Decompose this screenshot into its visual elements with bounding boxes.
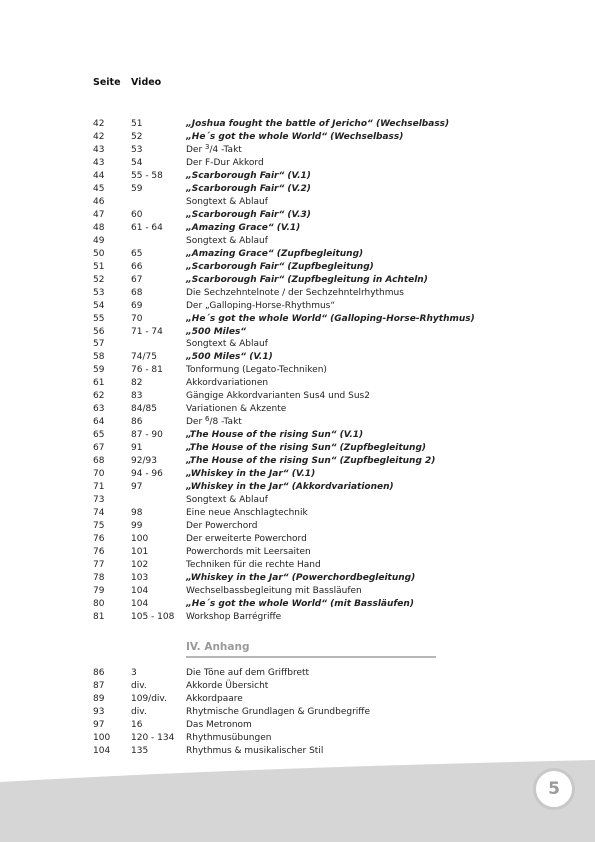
entry-video: 98 [131, 508, 143, 519]
entry-video: 100 [131, 534, 149, 544]
toc-entry[interactable] [0, 442, 595, 455]
entry-page: 54 [93, 300, 105, 311]
entry-page: 74 [93, 508, 105, 519]
entry-video: 52 [131, 131, 143, 142]
entry-video: 109/div. [131, 693, 167, 704]
entry-title: Workshop Barrégriffe [186, 611, 282, 622]
entry-title: Songtext & Ablauf [186, 339, 268, 350]
entry-page: 45 [93, 183, 105, 194]
entry-title-prefix: Der [186, 417, 206, 428]
appendix-list [0, 667, 595, 758]
entry-title: Rhythmus & musikalischer Stil [186, 745, 324, 756]
toc-entry[interactable] [0, 351, 595, 364]
entry-page: 62 [93, 391, 105, 402]
entry-title: „Scarborough Fair“ (V.3) [186, 209, 311, 220]
entry-video: 135 [131, 745, 149, 756]
entry-title: Techniken für die rechte Hand [186, 559, 321, 570]
entry-title: Variationen & Akzente [186, 404, 287, 415]
entry-video: 94 - 96 [131, 469, 163, 480]
entry-video: 16 [131, 719, 143, 730]
entry-title: „Scarborough Fair“ (V.1) [186, 170, 311, 181]
entry-video: 70 [131, 313, 143, 324]
entry-video: 92/93 [131, 456, 157, 467]
entry-video: 86 [131, 417, 143, 428]
entry-title: „The House of the rising Sun“ (Zupfbegleitung 2) [186, 456, 436, 467]
entry-title: „Whiskey in the Jar“ (Akkordvariationen) [186, 482, 394, 493]
entry-page: 75 [93, 521, 105, 532]
entry-video: 103 [131, 572, 149, 583]
toc-entry[interactable] [0, 338, 595, 351]
entry-video: 54 [131, 157, 143, 168]
entry-title: Rhytmische Grundlagen & Grundbegriffe [186, 706, 371, 717]
toc-entry[interactable] [0, 377, 595, 390]
entry-page: 46 [93, 196, 105, 207]
toc-entry[interactable] [0, 416, 595, 429]
entry-page: 86 [93, 668, 105, 678]
entry-video: 102 [131, 559, 149, 570]
toc-entry[interactable] [0, 611, 595, 624]
toc-entry[interactable] [0, 209, 595, 222]
entry-title: Rhythmusübungen [186, 732, 272, 743]
entry-page: 64 [93, 417, 105, 428]
entry-video: 76 - 81 [131, 365, 163, 376]
section-title: IV. Anhang [186, 641, 250, 653]
toc-entry[interactable] [0, 222, 595, 235]
toc-entry[interactable] [0, 183, 595, 196]
toc-entry[interactable] [0, 507, 595, 520]
column-header-seite: Seite [93, 77, 121, 88]
toc-entry[interactable] [0, 157, 595, 170]
entry-video: 83 [131, 391, 143, 402]
entry-title: „500 Miles“ (V.1) [186, 352, 273, 363]
toc-entry[interactable] [0, 429, 595, 442]
entry-video: 104 [131, 585, 149, 596]
time-signature-numerator: 3 [205, 142, 210, 151]
entry-page: 80 [93, 598, 105, 609]
entry-page: 97 [93, 719, 105, 730]
entry-page: 42 [93, 131, 105, 142]
entry-title: Wechselbassbegleitung mit Bassläufen [186, 585, 362, 596]
entry-video: 53 [131, 144, 143, 155]
entry-page: 79 [93, 585, 105, 596]
entry-video: 104 [131, 598, 149, 609]
entry-title: „Joshua fought the battle of Jericho“ (Wechselbass) [186, 119, 450, 129]
entry-page: 53 [93, 287, 105, 298]
entry-title: „The House of the rising Sun“ (V.1) [186, 430, 364, 441]
entry-page: 58 [93, 352, 105, 363]
entry-video: 101 [131, 546, 149, 557]
entry-page: 93 [93, 706, 105, 717]
entry-title: Powerchords mit Leersaiten [186, 546, 311, 557]
entry-title: „Whiskey in the Jar“ (V.1) [186, 469, 316, 480]
toc-entry[interactable] [0, 559, 595, 572]
entry-title: Akkordvariationen [186, 378, 269, 389]
entry-video: 65 [131, 248, 143, 259]
page-number-badge: 5 [533, 768, 575, 810]
toc-entry[interactable] [0, 403, 595, 416]
toc-entry[interactable] [0, 131, 595, 144]
appendix-entry[interactable] [0, 680, 595, 693]
entry-title: Die Töne auf dem Griffbrett [186, 668, 310, 678]
entry-video: 84/85 [131, 404, 157, 415]
toc-entry[interactable] [0, 326, 595, 339]
entry-title: „Scarborough Fair“ (V.2) [186, 183, 311, 194]
entry-title: Songtext & Ablauf [186, 495, 268, 506]
toc-entry[interactable] [0, 118, 595, 131]
entry-title: Tonformung (Legato-Techniken) [186, 365, 327, 376]
entry-page: 43 [93, 157, 105, 168]
toc-entry[interactable] [0, 494, 595, 507]
appendix-entry[interactable] [0, 732, 595, 745]
entry-video: 105 - 108 [131, 611, 175, 622]
entry-video: 3 [131, 668, 137, 678]
toc-entry[interactable] [0, 520, 595, 533]
entry-page: 63 [93, 404, 105, 415]
entry-page: 81 [93, 611, 105, 622]
appendix-entry[interactable] [0, 745, 595, 758]
entry-title: Songtext & Ablauf [186, 235, 268, 246]
toc-entry[interactable] [0, 455, 595, 468]
entry-video: 60 [131, 209, 143, 220]
entry-video: 59 [131, 183, 143, 194]
toc-entry[interactable] [0, 170, 595, 183]
toc-entry[interactable] [0, 196, 595, 209]
entry-title: „Whiskey in the Jar“ (Powerchordbegleitung) [186, 572, 416, 583]
toc-entry[interactable] [0, 300, 595, 313]
entry-title: „He´s got the whole World“ (Wechselbass) [186, 131, 404, 142]
entry-title: „Amazing Grace“ (Zupfbegleitung) [186, 248, 364, 259]
column-header-video: Video [131, 77, 162, 88]
entry-video: 66 [131, 261, 143, 272]
entry-video: 97 [131, 482, 143, 493]
entry-title: Die Sechzehntelnote / der Sechzehntelrhythmus [186, 287, 404, 298]
toc-entry[interactable] [0, 585, 595, 598]
entry-page: 49 [93, 235, 105, 246]
section-divider [186, 656, 436, 658]
toc-entry[interactable] [0, 287, 595, 300]
toc-list [0, 118, 595, 624]
entry-page: 47 [93, 209, 105, 220]
entry-video: 91 [131, 443, 143, 454]
entry-title: Der „Galloping-Horse-Rhythmus“ [186, 300, 336, 311]
footer-band [0, 760, 595, 842]
appendix-entry[interactable] [0, 667, 595, 680]
entry-page: 48 [93, 222, 105, 233]
entry-page: 89 [93, 693, 105, 704]
time-signature-numerator: 6 [205, 415, 210, 424]
entry-title: „Scarborough Fair“ (Zupfbegleitung) [186, 261, 374, 272]
entry-page: 56 [93, 326, 105, 337]
toc-entry[interactable] [0, 261, 595, 274]
toc-entry[interactable] [0, 235, 595, 248]
entry-title: Der erweiterte Powerchord [186, 534, 307, 544]
entry-page: 73 [93, 495, 105, 506]
entry-title: „500 Miles“ [186, 326, 247, 337]
entry-video: 82 [131, 378, 143, 389]
entry-title [186, 144, 242, 157]
entry-title: Akkordpaare [186, 693, 243, 704]
toc-entry[interactable] [0, 572, 595, 585]
toc-entry[interactable] [0, 144, 595, 157]
entry-page: 77 [93, 559, 105, 570]
entry-page: 55 [93, 313, 105, 324]
entry-title: Eine neue Anschlagtechnik [186, 508, 308, 519]
entry-video: 68 [131, 287, 143, 298]
entry-page: 59 [93, 365, 105, 376]
entry-video: 99 [131, 521, 143, 532]
entry-page: 68 [93, 456, 105, 467]
entry-title: „Scarborough Fair“ (Zupfbegleitung in Achteln) [186, 274, 428, 285]
toc-entry[interactable] [0, 546, 595, 559]
entry-video: 67 [131, 274, 143, 285]
entry-title: Akkorde Übersicht [186, 680, 269, 691]
entry-title: Gängige Akkordvarianten Sus4 und Sus2 [186, 391, 370, 402]
entry-page: 43 [93, 144, 105, 155]
toc-entry[interactable] [0, 481, 595, 494]
entry-page: 61 [93, 378, 105, 389]
entry-title: Der Powerchord [186, 521, 258, 532]
section-heading-anhang [186, 640, 436, 658]
appendix-entry[interactable] [0, 719, 595, 732]
appendix-entry[interactable] [0, 706, 595, 719]
entry-page: 78 [93, 572, 105, 583]
entry-title [186, 416, 242, 429]
toc-entry[interactable] [0, 364, 595, 377]
toc-entry[interactable] [0, 274, 595, 287]
entry-page: 65 [93, 430, 105, 441]
entry-video: 87 - 90 [131, 430, 163, 441]
entry-title: „The House of the rising Sun“ (Zupfbegleitung) [186, 443, 427, 454]
entry-page: 76 [93, 546, 105, 557]
entry-title: Songtext & Ablauf [186, 196, 268, 207]
entry-video: 120 - 134 [131, 732, 175, 743]
entry-video: div. [131, 706, 147, 717]
entry-page: 57 [93, 339, 105, 350]
entry-page: 87 [93, 680, 105, 691]
entry-page: 42 [93, 119, 105, 129]
toc-entry[interactable] [0, 598, 595, 611]
toc-entry[interactable] [0, 390, 595, 403]
toc-entry[interactable] [0, 533, 595, 546]
entry-video: 71 - 74 [131, 326, 163, 337]
entry-page: 76 [93, 534, 105, 544]
entry-page: 51 [93, 261, 105, 272]
entry-title-suffix: /4 -Takt [209, 144, 242, 155]
toc-entry[interactable] [0, 313, 595, 326]
entry-video: 74/75 [131, 352, 157, 363]
entry-video: div. [131, 680, 147, 691]
entry-video: 69 [131, 300, 143, 311]
entry-video: 51 [131, 119, 143, 129]
entry-page: 70 [93, 469, 105, 480]
entry-title: „Amazing Grace“ (V.1) [186, 222, 301, 233]
entry-page: 44 [93, 170, 105, 181]
entry-title: Der F-Dur Akkord [186, 157, 264, 168]
entry-page: 71 [93, 482, 105, 493]
entry-page: 100 [93, 732, 111, 743]
entry-video: 55 - 58 [131, 170, 163, 181]
entry-page: 50 [93, 248, 105, 259]
entry-title: „He´s got the whole World“ (Galloping-Horse-Rhythmus) [186, 313, 475, 324]
entry-title-suffix: /8 -Takt [209, 417, 242, 428]
entry-page: 67 [93, 443, 105, 454]
toc-entry[interactable] [0, 468, 595, 481]
entry-page: 52 [93, 274, 105, 285]
entry-title-prefix: Der [186, 144, 206, 155]
entry-page: 104 [93, 745, 111, 756]
entry-video: 61 - 64 [131, 222, 163, 233]
entry-title: „He´s got the whole World“ (mit Bassläufen) [186, 598, 414, 609]
toc-entry[interactable] [0, 248, 595, 261]
appendix-entry[interactable] [0, 693, 595, 706]
entry-title: Das Metronom [186, 719, 252, 730]
